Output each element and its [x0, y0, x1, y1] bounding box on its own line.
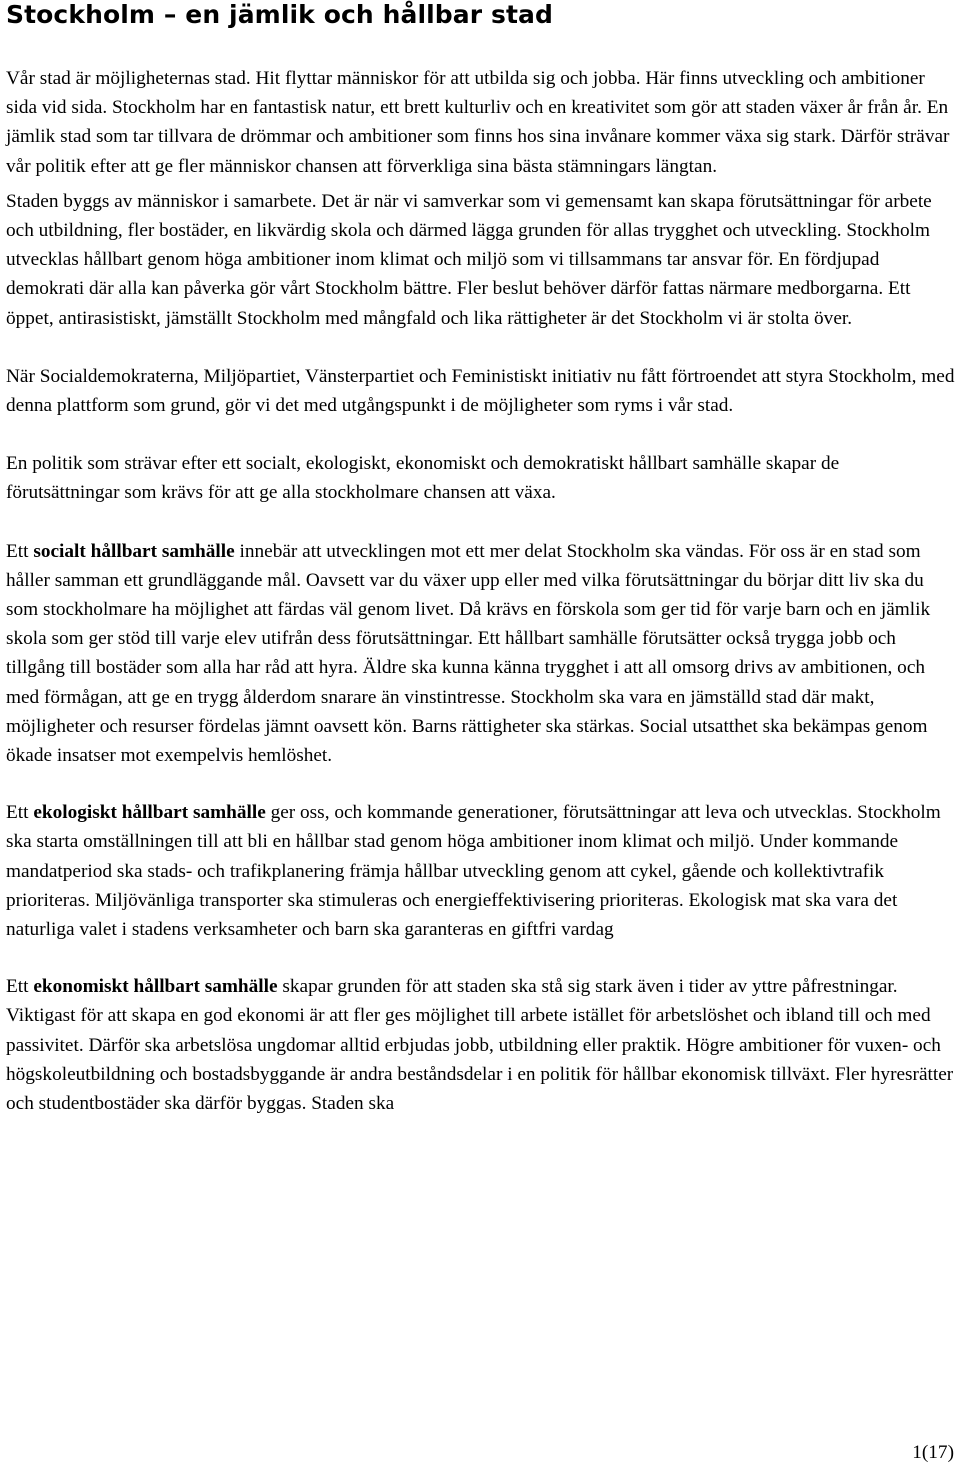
paragraph-intro: Vår stad är möjligheternas stad. Hit flyttar människor för att utbilda sig och jobba. Här finns utveckling och ambitioner sida vid sida. Stockholm har en fantastisk natur, ett brett kulturliv och en kreativitet som gör att staden växer år från år. En jämlik stad som tar tillvara de drömmar och ambitioner som finns hos sina invånare kommer växa sig stark. Därför strävar vår politik efter att ge fler människor chansen att förverkliga sina bästa stämningars längtan. — [6, 68, 950, 177]
document-title: Stockholm – en jämlik och hållbar stad — [6, 0, 553, 29]
paragraph-body: innebär att utvecklingen mot ett mer delat Stockholm ska vändas. För oss är en stad som håller samman ett grundläggande mål. Oavsett var du växer upp eller med vilka förutsättningar du börjar ditt liv ska du som stockholmare ha möjlighet att färdas väl genom livet. Då krävs en förskola som ger tid för varje barn och en jämlik skola som ger stöd till varje elev utifrån dess förutsättningar. Ett hållbart samhälle förutsätter också trygga jobb och tillgång till bostäder som alla har råd att hyra. Äldre ska kunna känna trygghet i att all omsorg drivs av ambitionen, och med förmågan, att ge en trygg ålderdom snarare än vinstintresse. Stockholm ska vara en jämställd stad där makt, möjligheter och resurser fördelas jämnt oavsett kön. Barns rättigheter ska stärkas. Social utsatthet ska bekämpas genom ökade insatser mot exempelvis hemlöshet. — [6, 540, 931, 767]
paragraph-prefix: Ett — [6, 540, 34, 562]
paragraph-prefix: Ett — [6, 976, 34, 998]
paragraph-staden-byggs: Staden byggs av människor i samarbete. Det är när vi samverkar som vi gemensamt kan skapa förutsättningar för arbete och utbildning, fler bostäder, en likvärdig skola och därmed lägga grunden för allas trygghet och utveckling. Stockholm utvecklas hållbart genom höga ambitioner inom klimat och miljö som vi tillsammans tar ansvar för. En fördjupad demokrati där alla kan påverka gör vårt Stockholm bättre. Fler beslut behöver därför fattas närmare medborgarna. Ett öppet, antirasistiskt, jämställt Stockholm med mångfald och lika rättigheter är det Stockholm vi är stolta över. — [6, 190, 932, 329]
paragraph-prefix: Ett — [6, 802, 34, 824]
paragraph-body: ger oss, och kommande generationer, förutsättningar att leva och utvecklas. Stockholm ska starta omställningen till att bli en hållbar stad genom höga ambitioner inom klimat och miljö. Under kommande mandatperiod ska stads- och trafikplanering främja hållbar utveckling genom att cykel, gående och kollektivtrafik prioriteras. Miljövänliga transporter ska stimuleras och energieffektivisering prioriteras. Ekologisk mat ska vara det naturliga valet i stadens verksamheter och barn ska garanteras en giftfri vardag — [6, 802, 941, 941]
page-number: 1(17) — [912, 1442, 954, 1463]
document-page — [6, 0, 956, 1118]
bold-term-ekonomiskt: ekonomiskt hållbart samhälle — [33, 976, 278, 998]
paragraph-nar-socialdemokraterna: När Socialdemokraterna, Miljöpartiet, Vänsterpartiet och Feministiskt initiativ nu fått förtroendet att styra Stockholm, med denna plattform som grund, gör vi det med utgångspunkt i de möjligheter som ryms i vår stad. — [6, 365, 955, 417]
paragraph-socialt-hallbart — [6, 537, 956, 771]
bold-term-socialt: socialt hållbart samhälle — [33, 540, 235, 562]
paragraph-body: skapar grunden för att staden ska stå sig stark även i tider av yttre påfrestningar. Viktigast för att skapa en god ekonomi är att fler ges möjlighet till arbete istället för arbetslöshet och ibland till och med passivitet. Därför ska arbetslösa ungdomar alltid erbjudas jobb, utbildning eller praktik. Högre ambitioner för vuxen- och högskoleutbildning och bostadsbyggande är andra beståndsdelar i en politik för hållbar ekonomisk tillväxt. Fler hyresrätter och studentbostäder ska därför byggas. Staden ska — [6, 976, 954, 1115]
paragraph-ekonomiskt-hallbart — [6, 972, 956, 1118]
paragraph-politik: En politik som strävar efter ett socialt, ekologiskt, ekonomiskt och demokratiskt hållbart samhälle skapar de förutsättningar som krävs för att ge alla stockholmare chansen att växa. — [6, 453, 840, 504]
paragraph-ekologiskt-hallbart — [6, 798, 956, 944]
bold-term-ekologiskt: ekologiskt hållbart samhälle — [33, 802, 266, 824]
